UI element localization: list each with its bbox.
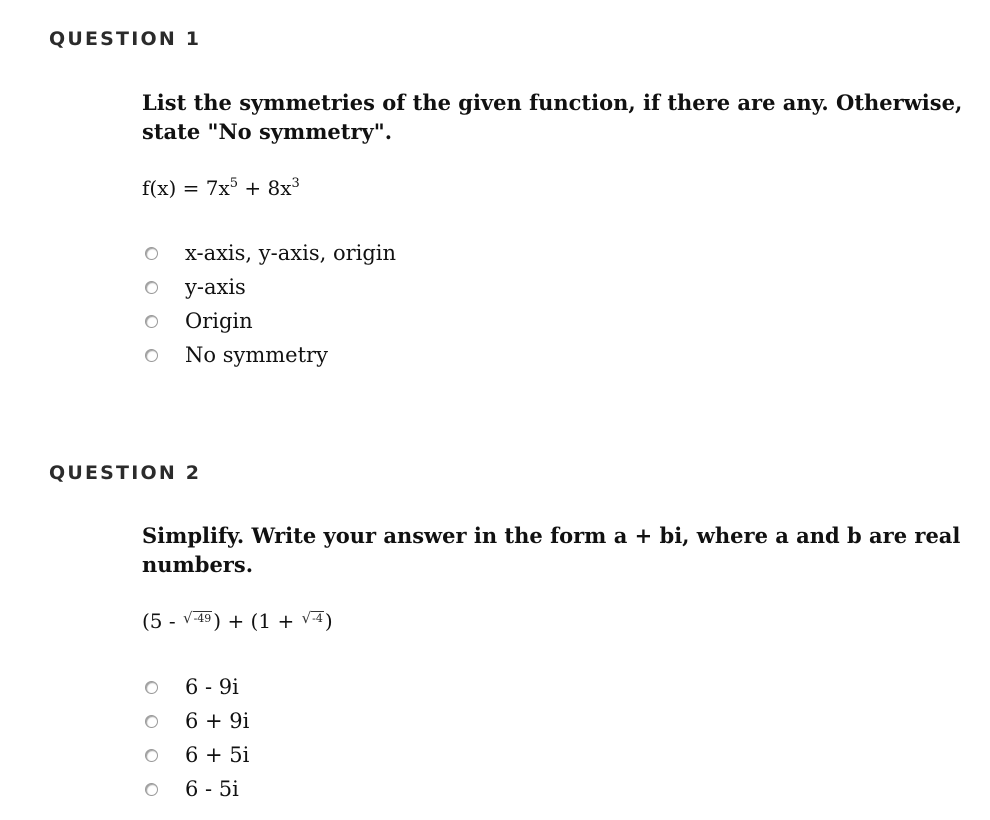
- question-2-option-4[interactable]: [145, 772, 249, 806]
- question-2-prompt: Simplify. Write your answer in the form a + bi, where a and b are real numbers.: [142, 523, 961, 577]
- radio-button-icon[interactable]: [145, 681, 158, 694]
- radio-button-icon[interactable]: [145, 281, 158, 294]
- option-label[interactable]: x-axis, y-axis, origin: [185, 241, 397, 265]
- option-label[interactable]: 6 - 5i: [185, 777, 239, 801]
- formula-text: f(x) = 7x: [142, 176, 230, 200]
- option-label[interactable]: No symmetry: [185, 343, 328, 367]
- radio-button-icon[interactable]: [145, 349, 158, 362]
- radicand: -49: [193, 612, 212, 625]
- option-label[interactable]: y-axis: [185, 275, 246, 299]
- question-2-formula: [142, 609, 333, 633]
- question-1-formula: [142, 176, 300, 200]
- square-root-icon: √ -4: [301, 609, 323, 627]
- option-label[interactable]: Origin: [185, 309, 253, 333]
- question-2-option-1[interactable]: [145, 670, 249, 704]
- square-root-icon: √ -49: [183, 609, 212, 627]
- question-1-option-3[interactable]: [145, 304, 396, 338]
- option-label[interactable]: 6 - 9i: [185, 675, 239, 699]
- formula-exponent: 5: [229, 176, 239, 191]
- question-1-header: QUESTION 1: [49, 28, 202, 50]
- question-2-options: [145, 670, 249, 806]
- question-2-header: QUESTION 2: [49, 462, 202, 484]
- option-label[interactable]: 6 + 9i: [185, 709, 250, 733]
- formula-exponent: 3: [291, 176, 300, 191]
- option-label[interactable]: 6 + 5i: [185, 743, 250, 767]
- radio-button-icon[interactable]: [145, 749, 158, 762]
- radio-button-icon[interactable]: [145, 315, 158, 328]
- question-2-option-3[interactable]: [145, 738, 249, 772]
- formula-text: ) + (1 +: [213, 609, 301, 633]
- question-2-option-2[interactable]: [145, 704, 249, 738]
- radio-button-icon[interactable]: [145, 783, 158, 796]
- radicand: -4: [312, 612, 323, 625]
- question-1-option-2[interactable]: [145, 270, 396, 304]
- radio-button-icon[interactable]: [145, 247, 158, 260]
- question-1-options: [145, 236, 396, 372]
- radio-button-icon[interactable]: [145, 715, 158, 728]
- formula-text: ): [324, 609, 333, 633]
- formula-text: (5 -: [142, 609, 182, 633]
- formula-text: + 8x: [238, 176, 292, 200]
- question-1-option-1[interactable]: [145, 236, 396, 270]
- question-1-option-4[interactable]: [145, 338, 396, 372]
- question-1-prompt: List the symmetries of the given function, if there are any. Otherwise, state "No symmetry".: [142, 90, 963, 144]
